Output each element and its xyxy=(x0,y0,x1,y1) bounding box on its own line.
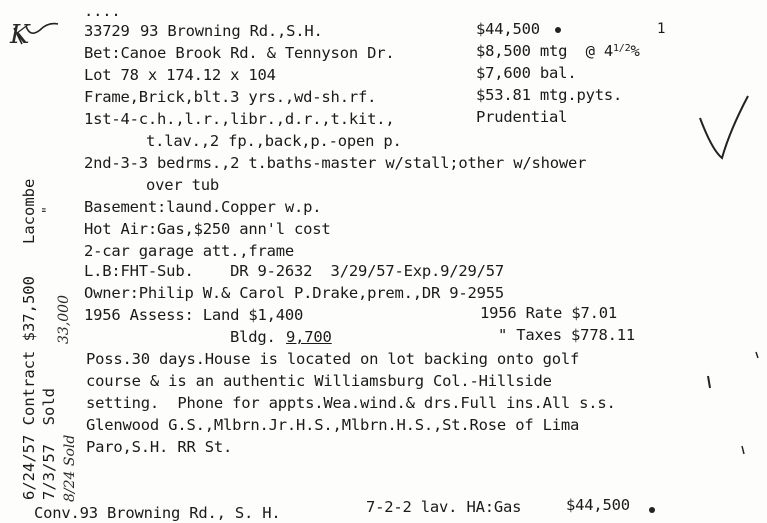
listing-broker: L.B:FHT-Sub. DR 9-2632 3/29/57-Exp.9/29/57 xyxy=(84,262,505,280)
corner-handwriting: K xyxy=(10,20,30,50)
lender: Prudential xyxy=(476,108,568,126)
footer-price: $44,500 xyxy=(566,496,630,514)
first-floor: 1st-4-c.h.,l.r.,libr.,d.r.,t.kit., xyxy=(84,110,395,128)
check-mark xyxy=(700,96,748,158)
assess-land: 1956 Assess: Land $1,400 xyxy=(84,306,304,324)
taxes: " Taxes $778.11 xyxy=(498,326,635,344)
edge-tick-3 xyxy=(742,446,744,454)
agent-mark: " xyxy=(41,206,56,214)
agent-name: Lacombe xyxy=(20,178,38,244)
remarks-2: course & is an authentic Williamsburg Col.-Hillside xyxy=(86,372,552,390)
edge-tick-2 xyxy=(756,352,758,358)
remarks-1: Poss.30 days.House is located on lot backing onto golf xyxy=(86,350,580,368)
mortgage-payments: $53.81 mtg.pyts. xyxy=(476,86,623,104)
contract-line: 6/24/57 Contract $37,500 xyxy=(20,276,38,500)
price-mark: 1 xyxy=(657,21,666,37)
mortgage: $8,500 mtg @ 41/2% xyxy=(476,42,640,60)
first-floor-cont: t.lav.,2 fp.,back,p.-open p. xyxy=(146,132,402,150)
handwritten-amount: 33,000 xyxy=(56,295,72,344)
remarks-4: Glenwood G.S.,Mlbrn.Jr.H.S.,Mlbrn.H.S.,St.Rose of Lima xyxy=(86,416,580,434)
heat: Hot Air:Gas,$250 ann'l cost xyxy=(84,220,331,238)
remarks-3: setting. Phone for appts.Wea.wind.& drs.Full ins.All s.s. xyxy=(86,394,616,412)
dots: .... xyxy=(84,2,121,20)
between-streets: Bet:Canoe Brook Rd. & Tennyson Dr. xyxy=(84,44,395,62)
edge-tick-1 xyxy=(708,376,710,388)
balance: $7,600 bal. xyxy=(476,64,577,82)
owner: Owner:Philip W.& Carol P.Drake,prem.,DR 9-2955 xyxy=(84,284,505,302)
remarks-5: Paro,S.H. RR St. xyxy=(86,438,233,456)
construction: Frame,Brick,blt.3 yrs.,wd-sh.rf. xyxy=(84,88,377,106)
assess-bldg-value: 9,700 xyxy=(286,328,332,346)
second-floor: 2nd-3-3 bedrms.,2 t.baths-master w/stall;other w/shower xyxy=(84,154,587,172)
footer-price-dot xyxy=(649,507,655,513)
address: 93 Browning Rd.,S.H. xyxy=(140,22,323,40)
footer-conv: Conv.93 Browning Rd., S. H. xyxy=(34,504,281,522)
sold-line: 7/3/57 Sold xyxy=(40,388,58,500)
lot-size: Lot 78 x 174.12 x 104 xyxy=(84,66,276,84)
second-floor-cont: over tub xyxy=(146,176,220,194)
rate: 1956 Rate $7.01 xyxy=(480,304,617,322)
assess-bldg-label: Bldg. xyxy=(230,328,276,346)
footer-rooms: 7-2-2 lav. HA:Gas xyxy=(366,498,522,516)
price-dot xyxy=(555,27,561,33)
handwritten-sold: 8/24 Sold xyxy=(62,434,78,502)
price: $44,500 xyxy=(476,20,540,38)
basement: Basement:laund.Copper w.p. xyxy=(84,198,322,216)
garage: 2-car garage att.,frame xyxy=(84,242,295,260)
listing-number: 33729 xyxy=(84,22,130,40)
